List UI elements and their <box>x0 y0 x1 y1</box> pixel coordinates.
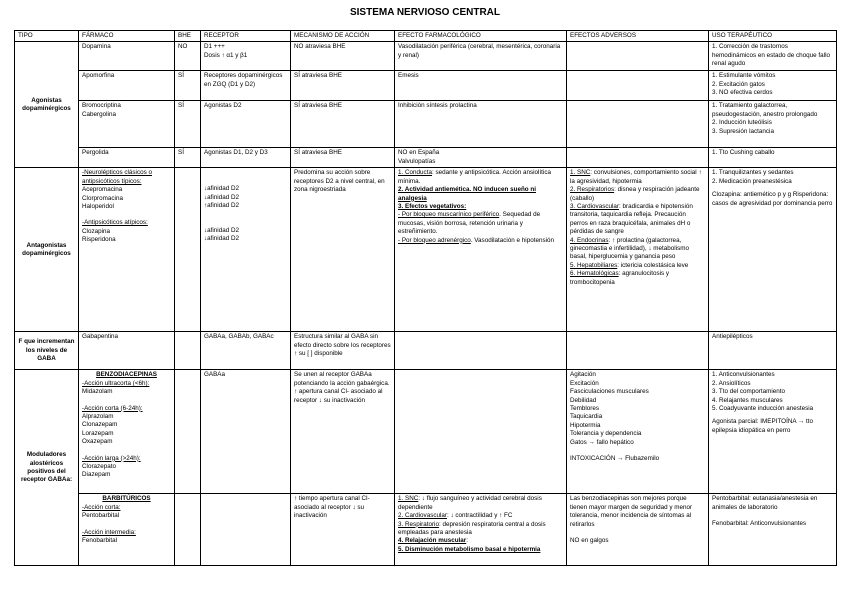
mecanismo-line: Estructura similar al GABA sin efecto directo sobre los receptores <box>294 333 391 349</box>
cell-farmaco: Apomorfina <box>79 71 175 101</box>
cell-efecto <box>395 494 567 566</box>
cell-bhe: SÍ <box>175 148 201 168</box>
cell-farmaco <box>79 494 175 566</box>
drug-group-heading: -Acción corta: <box>82 503 121 511</box>
cell-efecto: Inhibición síntesis prolactina <box>395 101 567 148</box>
drug-name: Dopamina <box>82 43 111 51</box>
drug-table <box>14 30 837 566</box>
col-header-efecto: EFECTO FARMACOLÓGICO <box>395 31 567 42</box>
cell-mecanismo <box>291 332 395 370</box>
adverso-item <box>570 169 705 186</box>
efecto-line: Valvulopatías <box>398 157 436 165</box>
receptor-line: ↓afinidad D2 <box>204 235 240 243</box>
cell-adversos <box>567 71 709 101</box>
adverso-text: : ictericia colestásica leve <box>617 261 689 269</box>
cell-mecanismo <box>291 370 395 494</box>
uso-extra: Agonista parcial: IMEPITOÍNA → tto epilepsia idiopática en perro <box>712 418 814 434</box>
cell-farmaco: Pergolida <box>79 148 175 168</box>
document-title: SISTEMA NERVIOSO CENTRAL <box>349 7 500 18</box>
adverso-item <box>570 237 705 262</box>
group-moduladores: Moduladores alostéricos positivos del receptor GABAa: <box>15 370 79 566</box>
table-row <box>15 332 837 370</box>
efecto-label: - Por bloqueo adrenérgico <box>398 236 471 244</box>
mecanismo-line: ↑ su [ ] disponible <box>294 350 343 358</box>
drug-name: Midazolam <box>82 388 113 396</box>
receptor-line: ↓afinidad D2 <box>204 226 240 234</box>
drug-name: Oxazepam <box>82 438 113 446</box>
efecto-item: 3. Efectos vegetativos: <box>398 203 467 211</box>
receptor-line: ↓afinidad D2 <box>204 185 240 193</box>
cell-adversos <box>567 42 709 71</box>
cell-uso: 1. Corrección de trastornos hemodinámicos en estado de choque fallo renal agudo <box>709 42 837 71</box>
cell-efecto: Vasodilatación periférica (cerebral, mesentérica, coronaria y renal) <box>395 42 567 71</box>
cell-adversos <box>567 101 709 148</box>
cell-bhe: NO <box>175 42 201 71</box>
adverso-text: : disnea y respiración jadeante (caballo) <box>570 186 700 202</box>
cell-adversos <box>567 148 709 168</box>
uso-item: 3. Supresión lactancia <box>712 127 774 135</box>
cell-farmaco <box>79 101 175 148</box>
uso-item: 2. Medicación preanestésica <box>712 177 792 185</box>
cell-receptor: GABAa, GABAb, GABAc <box>201 332 291 370</box>
drug-name: Cabergolina <box>82 110 116 118</box>
cell-uso <box>709 168 837 332</box>
cell-adversos <box>567 168 709 332</box>
group-gaba: F que incrementan los niveles de GABA <box>15 332 79 370</box>
drug-group-heading: -Neurolépticos clásicos o antipsicóticos típicos: <box>82 169 152 185</box>
efecto-text: : ↓ contractilidad y ↑ FC <box>447 512 513 520</box>
adverso-item <box>570 262 705 270</box>
cell-uso: Antiepilépticos <box>709 332 837 370</box>
cell-uso <box>709 370 837 494</box>
efecto-item: 2. Actividad antiemética. NO inducen sueño ni analgesia <box>398 186 536 202</box>
uso-item: 5. Coadyuvante inducción anestesia <box>712 405 814 413</box>
table-row <box>15 101 837 148</box>
uso-item: 1. Tranquilizantes y sedantes <box>712 169 794 177</box>
uso-item: Pentobarbital: eutanasia/anestesia en animales de laboratorio <box>712 495 818 511</box>
cell-efecto <box>395 370 567 494</box>
col-header-mecanismo: MECANISMO DE ACCIÓN <box>291 31 395 42</box>
uso-item: 1. Anticonvulsionantes <box>712 371 775 379</box>
drug-name: Risperidona <box>82 236 116 244</box>
cell-mecanismo: ↑ tiempo apertura canal Cl- asociado al receptor ↓ su inactivación <box>291 494 395 566</box>
adverso-item: Debilidad <box>570 396 597 404</box>
drug-group-heading: -Acción ultracorta (<6h): <box>82 379 150 387</box>
receptor-line: Dosis ↑ α1 y β1 <box>204 51 248 59</box>
uso-item: 3. Tto del comportamiento <box>712 388 786 396</box>
col-header-adversos: EFECTOS ADVERSOS <box>567 31 709 42</box>
cell-receptor <box>201 42 291 71</box>
cell-receptor <box>201 494 291 566</box>
adverso-item: Las benzodiacepinas son mejores porque tienen mayor margen de seguridad y menor tolerancia, menor incidencia de síntomas al retirarlos <box>570 495 693 528</box>
receptor-line: ↑afinidad D2 <box>204 202 240 210</box>
cell-receptor: Agonistas D1, D2 y D3 <box>201 148 291 168</box>
cell-farmaco: Gabapentina <box>79 332 175 370</box>
drug-name: Alprazolam <box>82 413 114 421</box>
cell-adversos <box>567 494 709 566</box>
adverso-item: Gatos → fallo hepático <box>570 438 634 446</box>
cell-bhe: SÍ <box>175 101 201 148</box>
col-header-tipo: TIPO <box>15 31 79 42</box>
adverso-text: : agranulocitosis y trombocitopenia <box>570 270 670 286</box>
efecto-item <box>398 521 563 538</box>
col-header-receptor: RECEPTOR <box>201 31 291 42</box>
uso-item: 1. Estimulante vómitos <box>712 72 776 80</box>
header-row <box>15 31 837 42</box>
adverso-item: Fasciculaciones musculares <box>570 388 649 396</box>
cell-uso: 1. Tto Cushing caballo <box>709 148 837 168</box>
drug-name: Acepromacina <box>82 186 123 194</box>
adverso-label: 5. Hepatobiliares <box>570 261 618 269</box>
efecto-label: 3. Respiratorio <box>398 520 439 528</box>
efecto-item <box>398 512 563 520</box>
cell-efecto <box>395 168 567 332</box>
drug-name: Bromocriptina <box>82 102 121 110</box>
cell-bhe <box>175 494 201 566</box>
table-row <box>15 148 837 168</box>
efecto-item <box>398 495 563 512</box>
cell-mecanismo: NO atraviesa BHE <box>291 42 395 71</box>
adverso-item: Agitación <box>570 371 596 379</box>
cell-efecto <box>395 332 567 370</box>
drug-name: Clorpromacina <box>82 194 123 202</box>
adverso-item <box>570 186 705 203</box>
adverso-text: : ↑ prolactina (galactorrea, ginecomastia e infertilidad), ↓ metabolismo basal, hiperglucemia y ganancia peso <box>570 236 689 261</box>
uso-item: 2. Inducción luteólisis <box>712 119 772 127</box>
cell-bhe <box>175 370 201 494</box>
table-row <box>15 42 837 71</box>
drug-group-heading: -Acción larga (>24h): <box>82 454 141 462</box>
table-row <box>15 168 837 332</box>
uso-item: 2. Excitación gatos <box>712 80 765 88</box>
efecto-item <box>398 169 563 186</box>
intoxicacion-note: INTOXICACIÓN → Flubazemilo <box>570 455 660 463</box>
drug-group-heading: -Acción intermedia: <box>82 528 136 536</box>
cell-bhe <box>175 168 201 332</box>
adverso-label: 6. Hematológicas <box>570 270 619 278</box>
efecto-label: 4. Relajación muscular <box>398 537 467 545</box>
uso-extra: Clozapina: antiemético p y g Risperidona: casos de agresividad por dominancia perro <box>712 191 833 207</box>
cell-mecanismo: SÍ atraviesa BHE <box>291 101 395 148</box>
drug-class-heading: BENZODIACEPINAS <box>96 371 157 379</box>
cell-bhe: SÍ <box>175 71 201 101</box>
adverso-item <box>570 270 705 287</box>
col-header-bhe: BHE <box>175 31 201 42</box>
cell-adversos <box>567 370 709 494</box>
drug-name: Diazepam <box>82 471 111 479</box>
cell-mecanismo: SÍ atraviesa BHE <box>291 71 395 101</box>
group-antagonistas: Antagonistas dopaminérgicos <box>15 168 79 332</box>
cell-uso <box>709 101 837 148</box>
cell-mecanismo: Predomina su acción sobre receptores D2 a nivel central, en zona nigroestriada <box>291 168 395 332</box>
efecto-item <box>398 537 563 545</box>
efecto-text: : ↓ flujo sanguíneo y actividad cerebral dosis dependiente <box>398 495 542 511</box>
col-header-uso: USO TERAPÉUTICO <box>709 31 837 42</box>
efecto-text: . Vasodilatación e hipotensión <box>470 236 555 244</box>
adverso-text: : bradicardia e hipotensión transitoria, taquicardia refleja. Precaución perros en raza braquicéfala, animales dH o pérdidas de sangre <box>570 203 693 236</box>
drug-class-heading: BARBITÚRICOS <box>102 495 151 503</box>
adverso-label: 3. Cardiovascular <box>570 203 619 211</box>
table-row <box>15 494 837 566</box>
cell-uso <box>709 71 837 101</box>
uso-item: 3. NO efectiva cerdos <box>712 89 773 97</box>
mecanismo-line: Se unen al receptor GABAa potenciando la acción gabaérgica. <box>294 371 390 387</box>
table-row <box>15 370 837 494</box>
cell-farmaco <box>79 42 175 71</box>
efecto-item <box>398 237 563 245</box>
adverso-item: NO en galgos <box>570 537 609 545</box>
efecto-line: NO en España <box>398 149 440 157</box>
group-agonistas: Agonistas dopaminérgicos <box>15 42 79 168</box>
efecto-label: - Por bloqueo muscarínico periférico <box>398 211 500 219</box>
cell-receptor: Agonistas D2 <box>201 101 291 148</box>
adverso-text: : convulsiones, comportamiento social ↑ la agresividad, hipotermia <box>570 169 702 185</box>
drug-name: Haloperidol <box>82 203 114 211</box>
cell-adversos <box>567 332 709 370</box>
efecto-label: 2. Cardiovascular <box>398 512 447 520</box>
adverso-item: Excitación <box>570 379 599 387</box>
receptor-line: ↓afinidad D2 <box>204 193 240 201</box>
drug-group-heading: -Antipsicóticos atípicos: <box>82 219 148 227</box>
cell-efecto <box>395 148 567 168</box>
drug-name: Clonazepam <box>82 421 118 429</box>
adverso-item: Temblores <box>570 405 600 413</box>
mecanismo-line: ↑ apertura canal Cl- asociado al receptor ↓ su inactivación <box>294 388 383 404</box>
efecto-text: : <box>466 537 468 545</box>
cell-receptor: GABAa <box>201 370 291 494</box>
uso-item: Fenobarbital: Anticonvulsionantes <box>712 520 807 528</box>
efecto-label: 1. Conducta <box>398 169 432 177</box>
drug-name: Clozapina <box>82 227 111 235</box>
uso-item: 2. Ansiolíticos <box>712 379 751 387</box>
adverso-label: 1. SNC <box>570 169 591 177</box>
adverso-item: Taquicardia <box>570 413 603 421</box>
efecto-item <box>398 211 563 236</box>
adverso-item <box>570 203 705 237</box>
efecto-text: . Sequedad de mucosas, visión borrosa, retención urinaria y estreñimiento. <box>398 211 541 236</box>
table-row <box>15 71 837 101</box>
cell-bhe <box>175 332 201 370</box>
uso-item: 4. Relajantes musculares <box>712 396 783 404</box>
adverso-label: 2. Respiratorios <box>570 186 615 194</box>
drug-name: Fenobarbital <box>82 537 118 545</box>
cell-receptor <box>201 168 291 332</box>
cell-receptor: Receptores dopaminérgicos en ZGQ (D1 y D2) <box>201 71 291 101</box>
adverso-item: Hipotermia <box>570 421 601 429</box>
cell-mecanismo: SÍ atraviesa BHE <box>291 148 395 168</box>
receptor-line: D1 +++ <box>204 43 225 51</box>
efecto-text: : depresión respiratoria central a dosis empleadas para anestesia <box>398 520 546 537</box>
drug-name: Pentobarbital <box>82 512 120 520</box>
uso-item: 1. Tratamiento galactorrea, pseudogestación, anestro prolongado <box>712 102 818 118</box>
col-header-farmaco: FÁRMACO <box>79 31 175 42</box>
drug-name: Lorazepam <box>82 429 114 437</box>
efecto-item: 5. Disminución metabolismo basal e hipotermia <box>398 545 541 553</box>
adverso-label: 4. Endocrinas <box>570 236 609 244</box>
drug-group-heading: -Acción corta (6-24h): <box>82 404 143 412</box>
efecto-label: 1. SNC <box>398 495 419 503</box>
cell-uso <box>709 494 837 566</box>
cell-farmaco <box>79 168 175 332</box>
cell-efecto: Emesis <box>395 71 567 101</box>
efecto-text: : sedante y antipsicótica. Acción ansiolítica mínima. <box>398 169 551 185</box>
adverso-item: Tolerancia y dependencia <box>570 430 642 438</box>
cell-farmaco <box>79 370 175 494</box>
drug-name: Clorazepato <box>82 463 116 471</box>
